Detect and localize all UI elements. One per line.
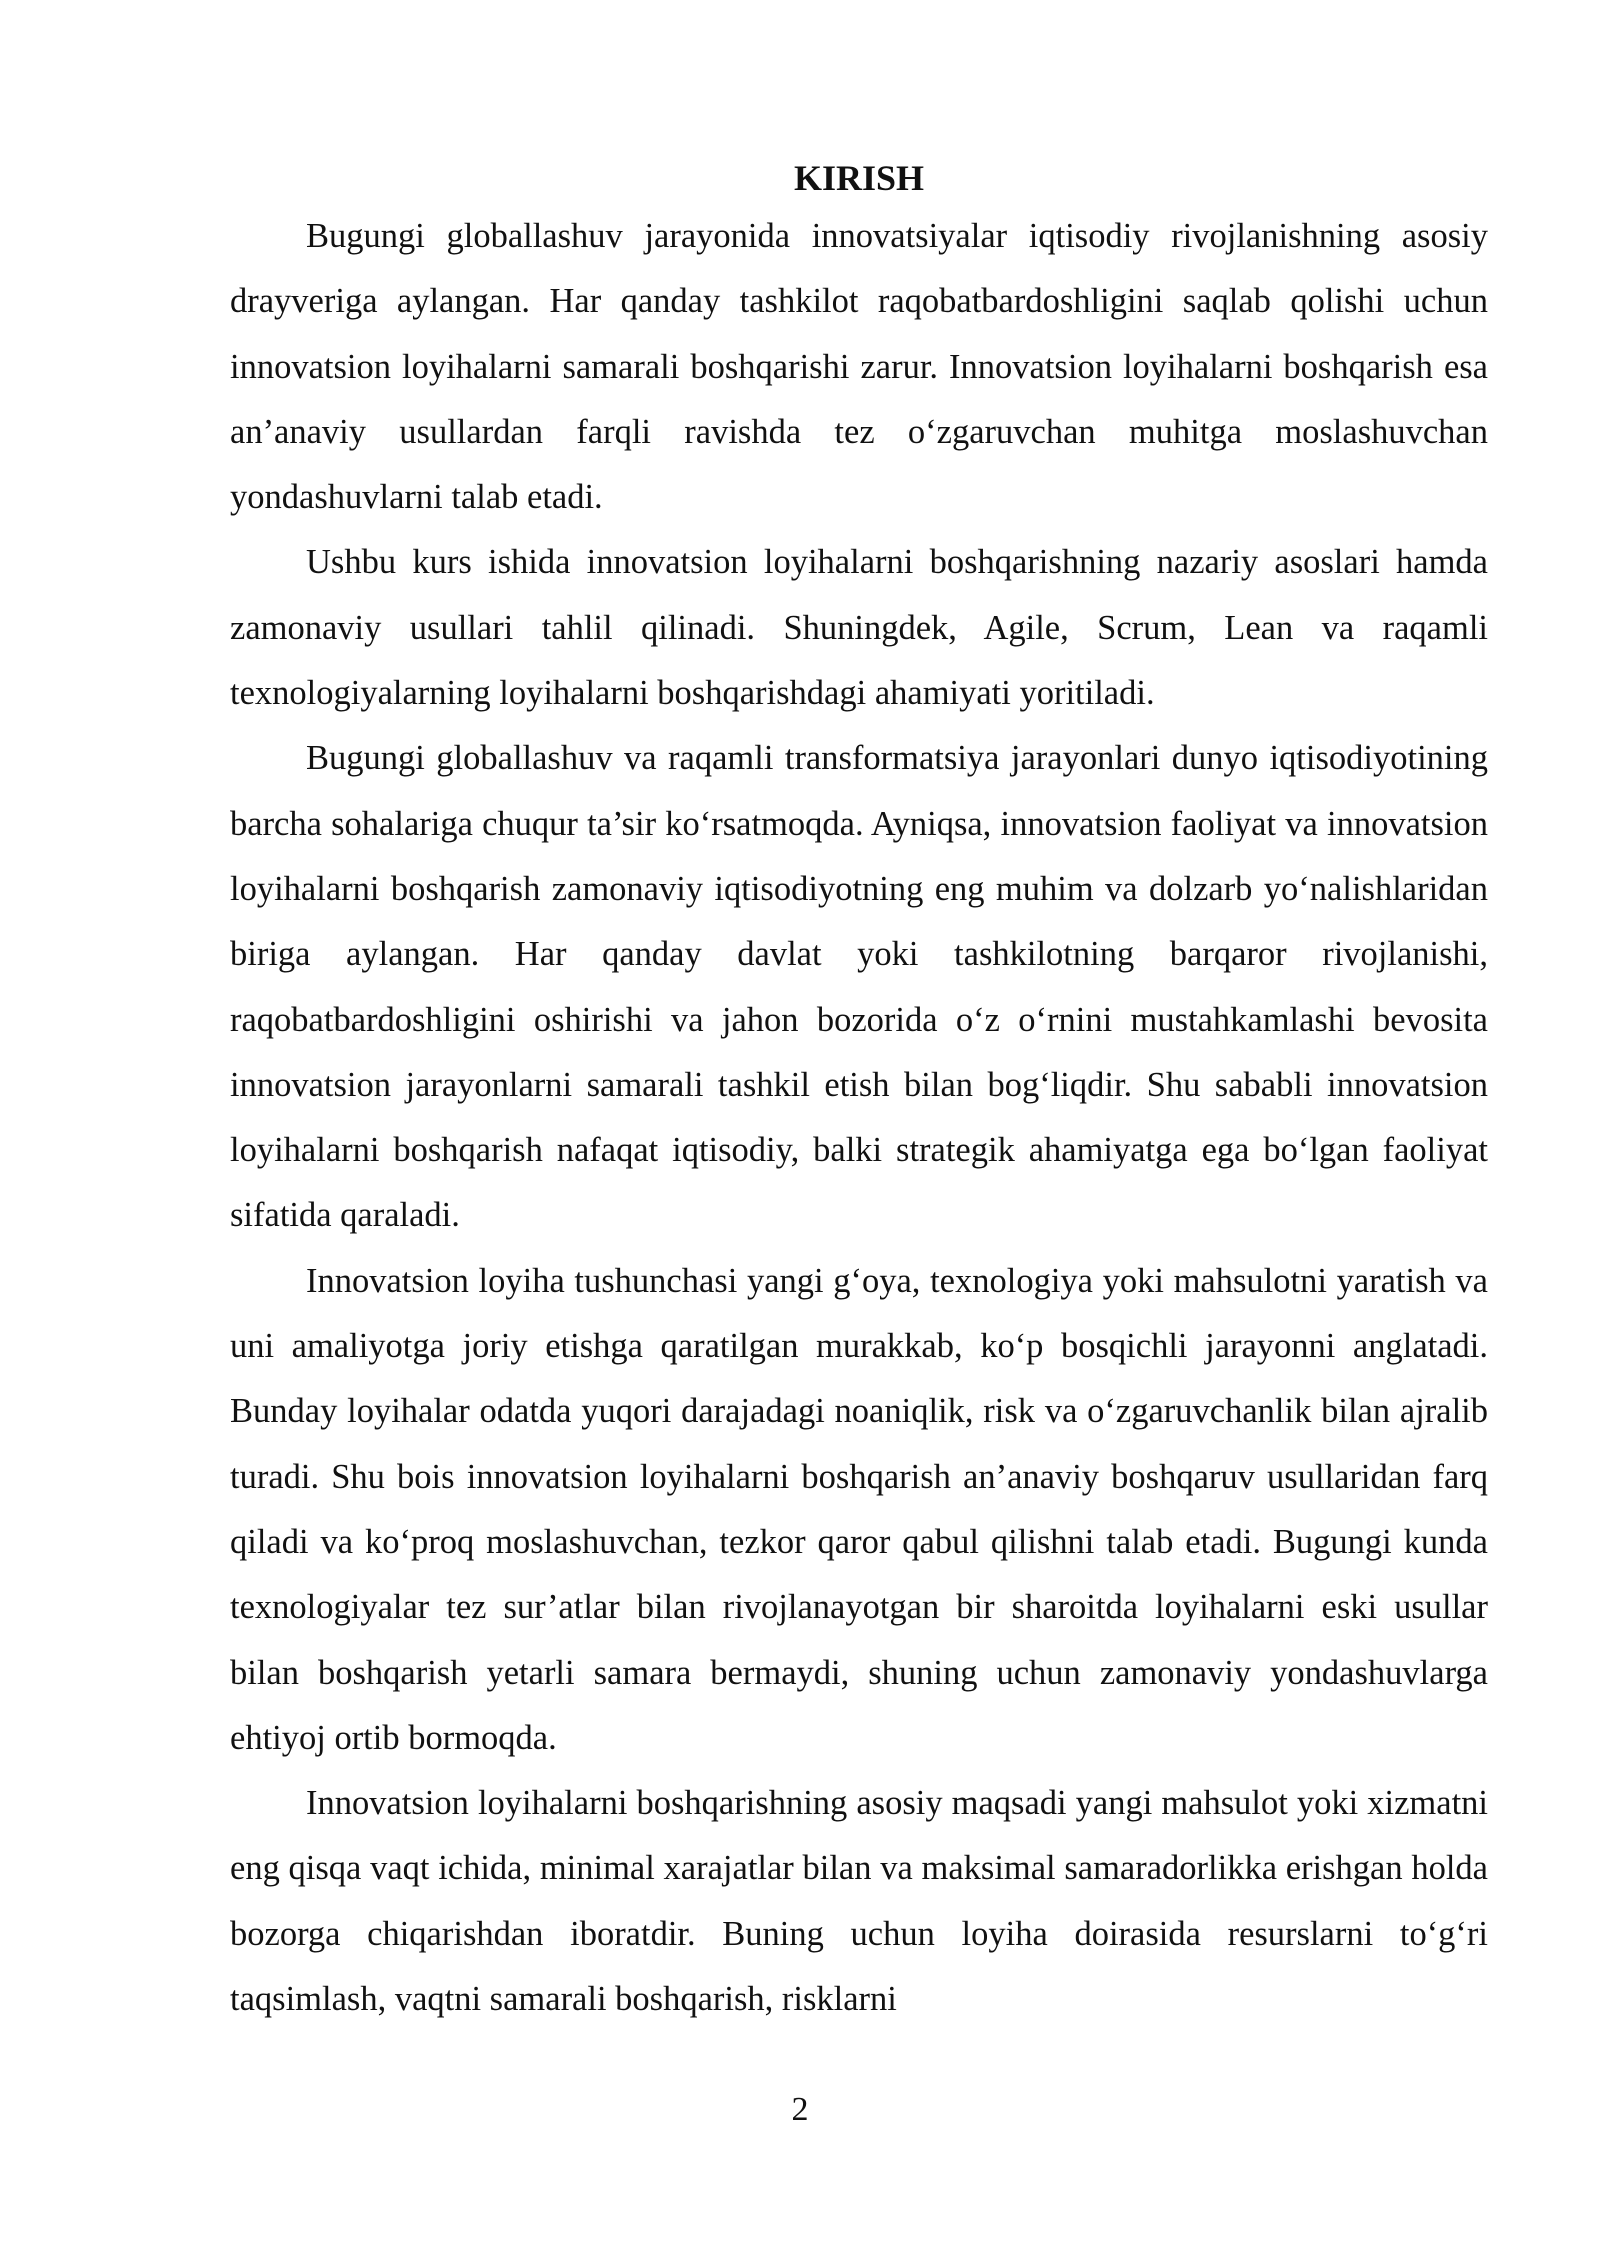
page-content bbox=[230, 152, 1488, 2032]
section-title: KIRISH bbox=[793, 158, 925, 198]
paragraph-2: Ushbu kurs ishida innovatsion loyihalarni boshqarishning nazariy asoslari hamda zamonaviy usullari tahlil qilinadi. Shuningdek, Agile, Scrum, Lean va raqamli texnologiyalarning loyihalarni boshqarishdagi ahamiyati yoritiladi. bbox=[230, 543, 1488, 713]
page-number: 2 bbox=[791, 2091, 809, 2128]
paragraph-5: Innovatsion loyihalarni boshqarishning asosiy maqsadi yangi mahsulot yoki xizmatni eng qisqa vaqt ichida, minimal xarajatlar bilan va maksimal samaradorlikka erishgan holda bozorga chiqarishdan iboratdir. Buning uchun loyiha doirasida resurslarni to‘g‘ri taqsimlash, vaqtni samarali boshqarish, risklarni bbox=[230, 1784, 1488, 2019]
paragraph-4: Innovatsion loyiha tushunchasi yangi g‘oya, texnologiya yoki mahsulotni yaratish va uni amaliyotga joriy etishga qaratilgan murakkab, ko‘p bosqichli jarayonni anglatadi. Bunday loyihalar odatda yuqori darajadagi noaniqlik, risk va o‘zgaruvchanlik bilan ajralib turadi. Shu bois innovatsion loyihalarni boshqarish an’anaviy boshqaruv usullaridan farq qiladi va ko‘proq moslashuvchan, tezkor qaror qabul qilishni talab etadi. Bugungi kunda texnologiyalar tez sur’atlar bilan rivojlanayotgan bir sharoitda loyihalarni eski usullar bilan boshqarish yetarli samara bermaydi, shuning uchun zamonaviy yondashuvlarga ehtiyoj ortib bormoqda. bbox=[230, 1261, 1488, 1757]
paragraph-1: Bugungi globallashuv jarayonida innovatsiyalar iqtisodiy rivojlanishning asosiy drayveriga aylangan. Har qanday tashkilot raqobatbardoshligini saqlab qolishi uchun innovatsion loyihalarni samarali boshqarishi zarur. Innovatsion loyihalarni boshqarish esa an’anaviy usullardan farqli ravishda tez o‘zgaruvchan muhitga moslashuvchan yondashuvlarni talab etadi. bbox=[230, 217, 1488, 517]
paragraph-3: Bugungi globallashuv va raqamli transformatsiya jarayonlari dunyo iqtisodiyotining barcha sohalariga chuqur ta’sir ko‘rsatmoqda. Ayniqsa, innovatsion faoliyat va innovatsion loyihalarni boshqarish zamonaviy iqtisodiyotning eng muhim va dolzarb yo‘nalishlaridan biriga aylangan. Har qanday davlat yoki tashkilotning barqaror rivojlanishi, raqobatbardoshligini oshirishi va jahon bozorida o‘z o‘rnini mustahkamlashi bevosita innovatsion jarayonlarni samarali tashkil etish bilan bog‘liqdir. Shu sababli innovatsion loyihalarni boshqarish nafaqat iqtisodiy, balki strategik ahamiyatga ega bo‘lgan faoliyat sifatida qaraladi. bbox=[230, 739, 1488, 1235]
